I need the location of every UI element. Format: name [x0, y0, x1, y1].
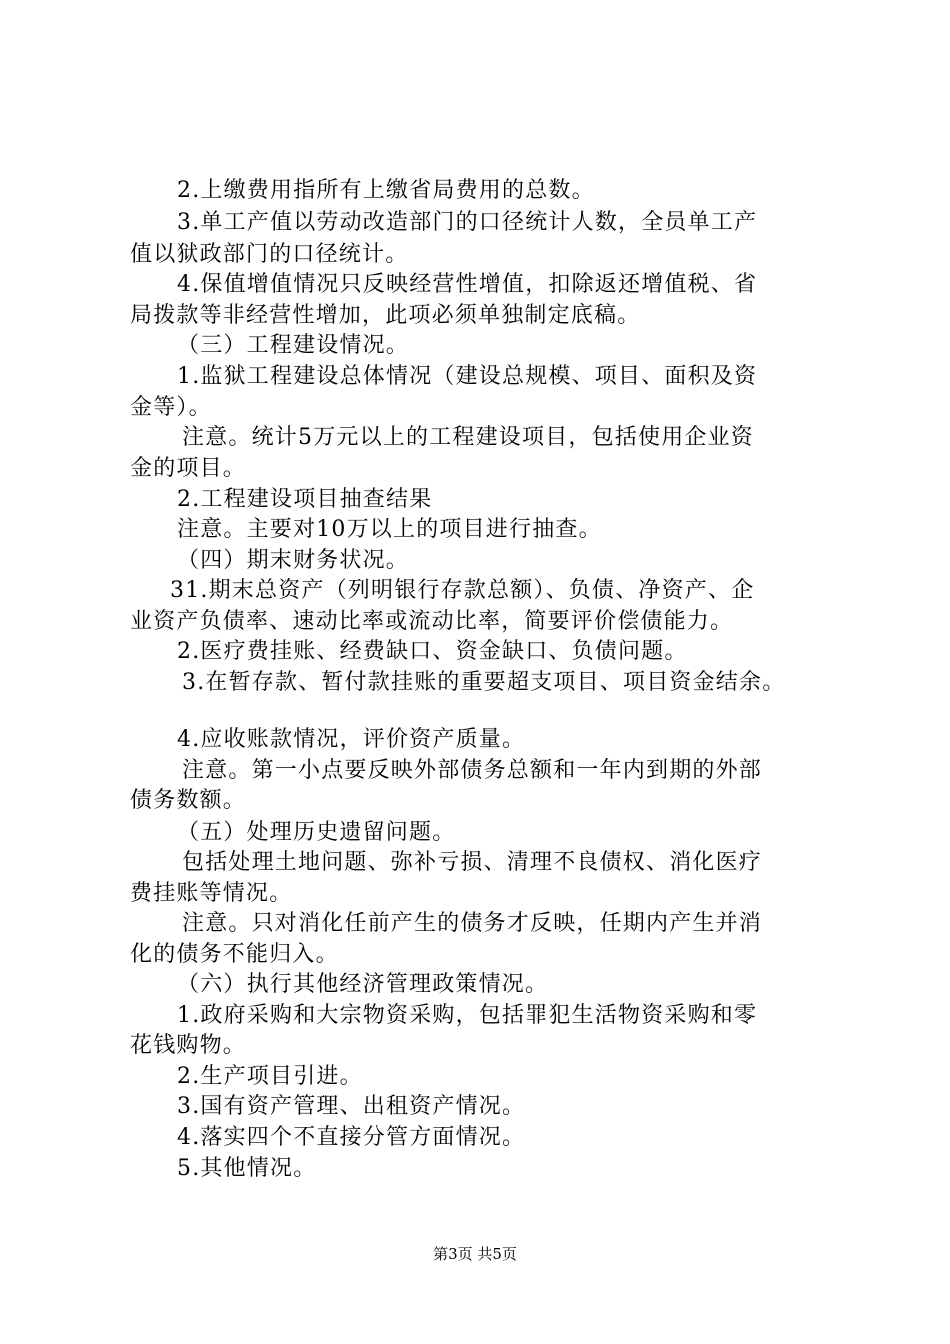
text-line: 3.国有资产管理、出租资产情况。	[177, 1094, 526, 1119]
note-line: 注意。主要对10万以上的项目进行抽查。	[177, 517, 602, 542]
page-indicator: 第3页 共5页	[433, 1245, 517, 1263]
note-line: 注意。统计5万元以上的工程建设项目，包括使用企业资	[182, 425, 754, 450]
text-line: 局拨款等非经营性增加，此项必须单独制定底稿。	[130, 303, 641, 328]
text-line: 2.医疗费挂账、经费缺口、资金缺口、负债问题。	[177, 639, 688, 664]
text-line: 5.其他情况。	[177, 1156, 317, 1181]
text-line: 1.监狱工程建设总体情况（建设总规模、项目、面积及资	[177, 364, 758, 389]
text-line: 业资产负债率、速动比率或流动比率，简要评价偿债能力。	[130, 609, 734, 634]
section-heading: （五）处理历史遗留问题。	[177, 820, 456, 845]
note-line: 注意。只对消化任前产生的债务才反映，任期内产生并消	[182, 911, 763, 936]
section-heading: （四）期末财务状况。	[177, 548, 410, 573]
text-line: 花钱购物。	[130, 1033, 247, 1058]
text-line: 31.期末总资产（列明银行存款总额）、负债、净资产、企	[170, 578, 755, 603]
text-line: 费挂账等情况。	[130, 881, 293, 906]
note-line: 金的项目。	[130, 456, 247, 481]
text-line: 1.政府采购和大宗物资采购，包括罪犯生活物资采购和零	[177, 1003, 758, 1028]
text-line: 4.应收账款情况，评价资产质量。	[177, 727, 526, 752]
text-line: 4.保值增值情况只反映经营性增值，扣除返还增值税、省	[177, 272, 758, 297]
section-heading: （六）执行其他经济管理政策情况。	[177, 972, 549, 997]
text-line: 值以狱政部门的口径统计。	[130, 242, 409, 267]
text-line: 3.在暂存款、暂付款挂账的重要超支项目、项目资金结余。	[182, 670, 786, 695]
note-line: 注意。第一小点要反映外部债务总额和一年内到期的外部	[182, 758, 763, 783]
text-line: 2.工程建设项目抽查结果	[177, 487, 433, 512]
section-heading: （三）工程建设情况。	[177, 333, 410, 358]
page-footer	[0, 1244, 950, 1264]
note-line: 债务数额。	[130, 788, 247, 813]
text-line: 2.生产项目引进。	[177, 1064, 363, 1089]
text-line: 3.单工产值以劳动改造部门的口径统计人数，全员单工产	[177, 210, 758, 235]
note-line: 化的债务不能归入。	[130, 942, 339, 967]
text-line: 包括处理土地问题、弥补亏损、清理不良债权、消化医疗	[182, 850, 763, 875]
text-line: 金等）。	[130, 395, 212, 420]
text-line: 2.上缴费用指所有上缴省局费用的总数。	[177, 178, 595, 203]
text-line: 4.落实四个不直接分管方面情况。	[177, 1125, 526, 1150]
